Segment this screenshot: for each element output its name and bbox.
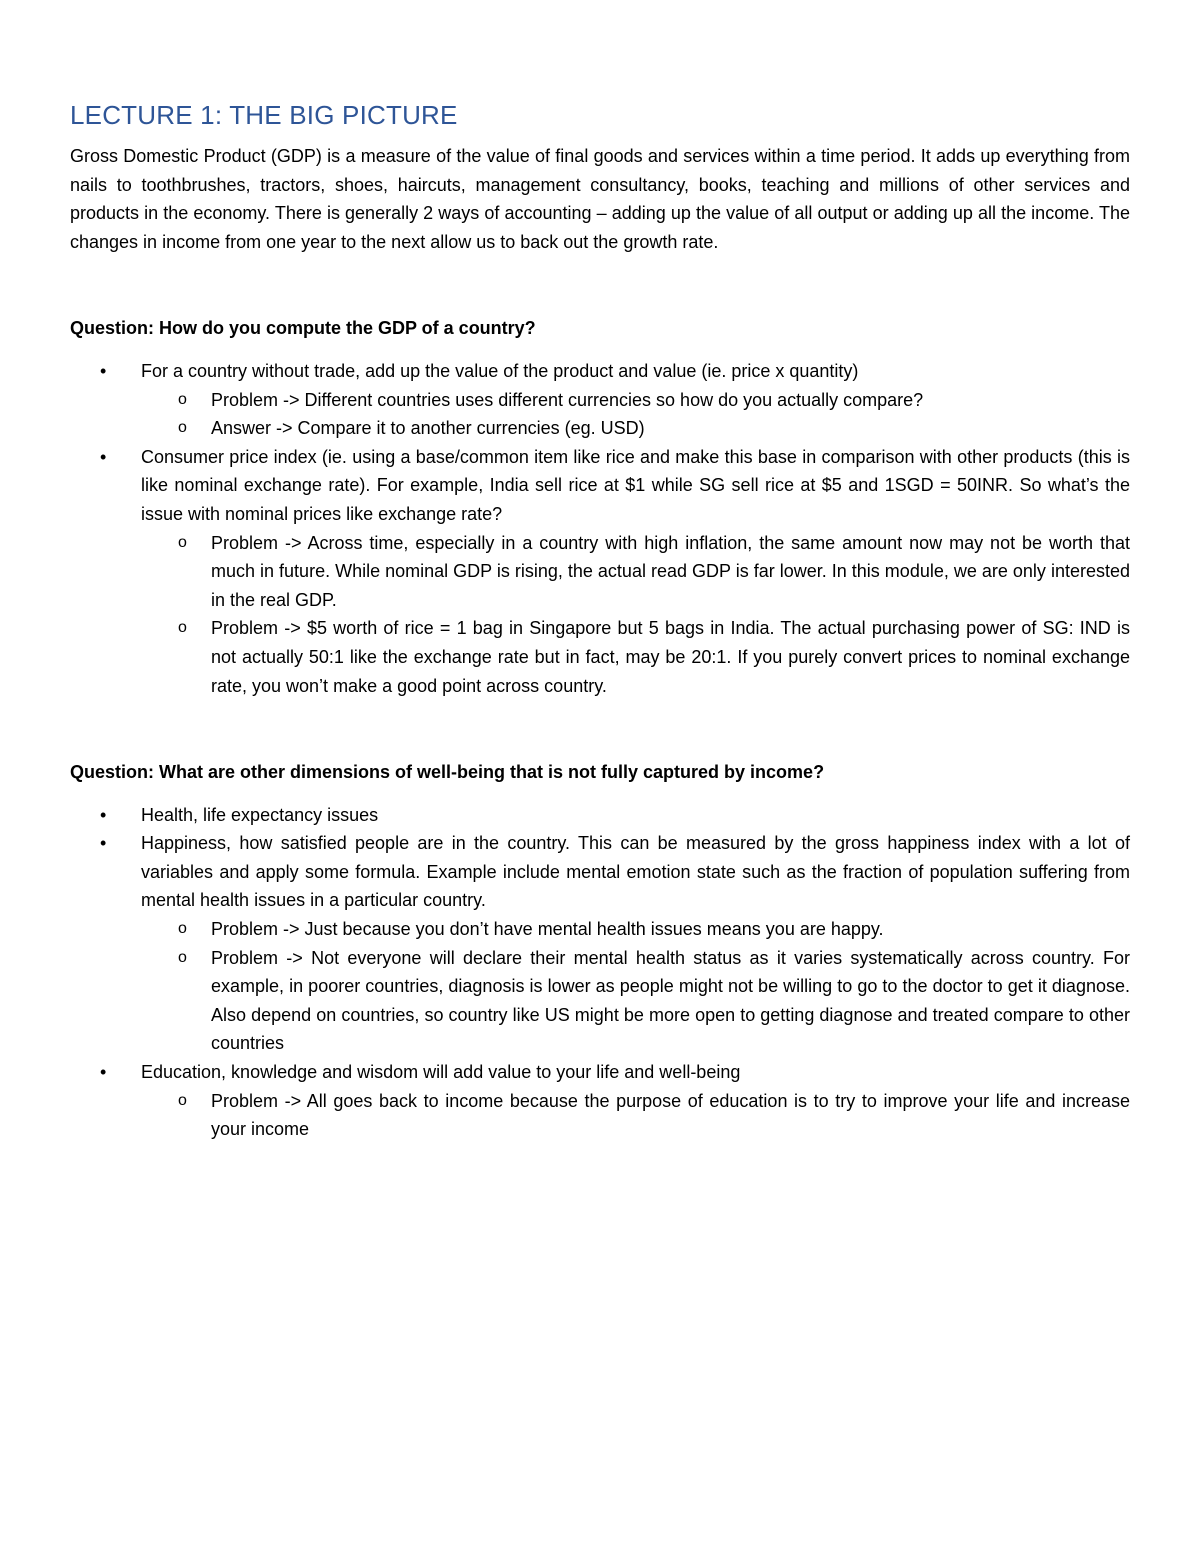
sub-list-item	[141, 386, 1130, 415]
sub-bullet-list	[141, 915, 1130, 1058]
sub-bullet-list	[141, 1087, 1130, 1144]
list-item	[70, 829, 1130, 1058]
list-item-text: Happiness, how satisfied people are in the country. This can be measured by the gross happiness index with a lot of variables and apply some formula. Example include mental emotion state such as the fraction of population suffering from mental health issues in a particular country.	[141, 833, 1130, 911]
sub-bullet-icon: o	[178, 948, 187, 966]
sub-list-item	[141, 614, 1130, 700]
list-item	[70, 801, 1130, 830]
question-heading: Question: How do you compute the GDP of a country?	[70, 318, 536, 339]
sub-bullet-icon: o	[178, 920, 187, 938]
question-heading: Question: What are other dimensions of well-being that is not fully captured by income?	[70, 762, 825, 783]
bullet-icon: •	[100, 360, 107, 381]
sub-bullet-icon: o	[178, 419, 187, 437]
list-item-text: Health, life expectancy issues	[141, 804, 379, 825]
sub-bullet-icon: o	[178, 1091, 187, 1109]
intro-paragraph: Gross Domestic Product (GDP) is a measure of the value of final goods and services within a time period. It adds up everything from nails to toothbrushes, tractors, shoes, haircuts, management consultancy, books, teaching and millions of other services and products in the economy. There is generally 2 ways of accounting – adding up the value of all output or adding up all the income. The changes in income from one year to the next allow us to back out the growth rate.	[70, 146, 1130, 252]
list-item	[70, 443, 1130, 700]
list-item-text: For a country without trade, add up the value of the product and value (ie. price x quantity)	[141, 360, 859, 381]
sub-list-item-text: Problem -> Just because you don’t have mental health issues means you are happy.	[211, 919, 884, 940]
sub-list-item-text: Problem -> Not everyone will declare their mental health status as it varies systematically across country. For example, in poorer countries, diagnosis is lower as people might not be willing to go to the doctor to get it diagnose. Also depend on countries, so country like US might be more open to getting diagnose and treated compare to other countries	[211, 947, 1130, 1054]
sub-list-item	[141, 915, 1130, 944]
bullet-icon: •	[100, 804, 107, 825]
list-item	[70, 357, 1130, 443]
list-item-text: Education, knowledge and wisdom will add value to your life and well-being	[141, 1062, 741, 1083]
list-item-text: Consumer price index (ie. using a base/common item like rice and make this base in comparison with other products (this is like nominal exchange rate). For example, India sell rice at $1 while SG sell rice at $5 and 1SGD = 50INR. So what’s the issue with nominal prices like exchange rate?	[141, 446, 1130, 524]
sub-bullet-list	[141, 529, 1130, 701]
bullet-list	[70, 357, 1130, 700]
list-item	[70, 1058, 1130, 1144]
page-title: LECTURE 1: THE BIG PICTURE	[70, 100, 458, 130]
sub-list-item-text: Problem -> Across time, especially in a country with high inflation, the same amount now may not be worth that much in future. While nominal GDP is rising, the actual read GDP is far lower. In this module, we are only interested in the real GDP.	[211, 532, 1130, 610]
sub-bullet-icon: o	[178, 390, 187, 408]
sub-list-item-text: Answer -> Compare it to another currencies (eg. USD)	[211, 418, 645, 439]
sub-list-item	[141, 944, 1130, 1058]
sub-bullet-icon: o	[178, 619, 187, 637]
bullet-icon: •	[100, 1062, 107, 1083]
sub-list-item-text: Problem -> Different countries uses different currencies so how do you actually compare?	[211, 389, 924, 410]
bullet-icon: •	[100, 446, 107, 467]
sub-list-item-text: Problem -> All goes back to income because the purpose of education is to try to improve your life and increase your income	[211, 1090, 1130, 1140]
sub-list-item	[141, 529, 1130, 615]
sub-bullet-list	[141, 386, 1130, 443]
sub-list-item	[141, 414, 1130, 443]
bullet-list	[70, 801, 1130, 1144]
bullet-icon: •	[100, 833, 107, 854]
sub-list-item-text: Problem -> $5 worth of rice = 1 bag in Singapore but 5 bags in India. The actual purchasing power of SG: IND is not actually 50:1 like the exchange rate but in fact, may be 20:1. If you purely convert prices to nominal exchange rate, you won’t make a good point across country.	[211, 618, 1130, 696]
sub-bullet-icon: o	[178, 533, 187, 551]
sub-list-item	[141, 1087, 1130, 1144]
